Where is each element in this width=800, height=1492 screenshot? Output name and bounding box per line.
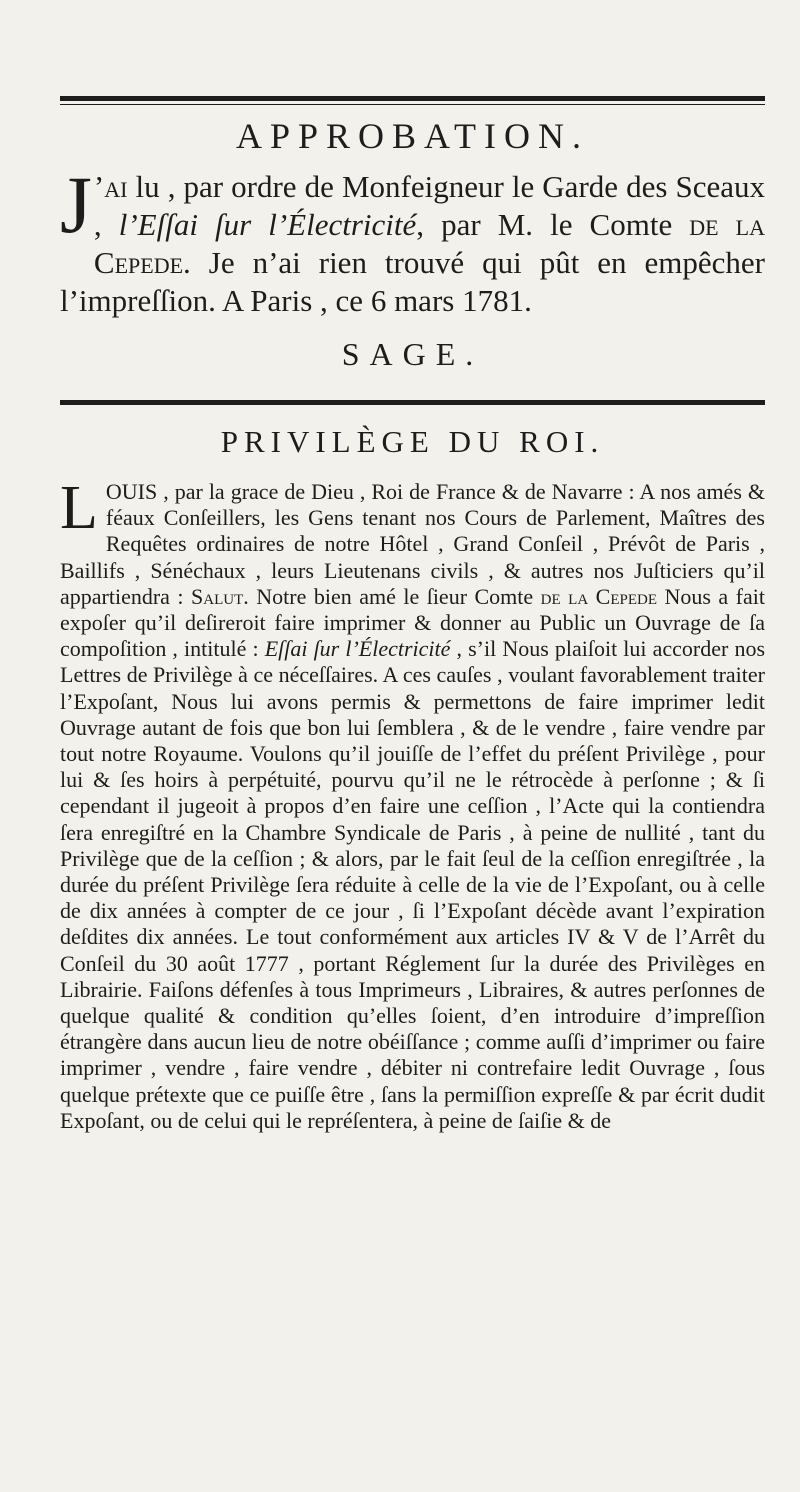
privilege-text-2: . Notre bien amé le ſieur Comte [243,583,541,609]
approbation-de-la: de la [689,207,765,242]
top-rule-thin [60,104,765,105]
privilege-text-3: Nous a fait expoſer qu’il deſireroit faire imprimer & donner au Public un Ouvrage de ſa compoſition , intitulé : [60,583,765,662]
approbation-work-title: l’Eſſai ſur l’Électricité [118,207,417,242]
privilege-dropcap: L [60,474,98,542]
approbation-paragraph [60,159,765,320]
privilege-text-4: , s’il Nous plaiſoit lui accorder nos Lettres de Privilège à ce néceſſaires. A ces cauſes , voulant favorablement traiter l’Expoſant, Nous lui avons permis & permettons de faire imprimer ledit Ouvrage autant de fois que bon lui ſemblera , & de le vendre , faire vendre par tout notre Royaume. Voulons qu’il jouiſſe de l’effet du préſent Privilège , pour lui & ſes hoirs à perpétuité, pourvu qu’il ne le rétrocède à perſonne ; & ſi cependant il jugeoit à propos d’en faire une ceſſion , l’Acte qui la contiendra ſera enregiſtré en la Chambre Syndicale de Paris , à peine de nullité , tant du Privilège que de la ceſſion ; & alors, par le fait ſeul de la ceſſion enregiſtrée , la durée du préſent Privilège ſera réduite à celle de la vie de l’Expoſant, ou à celle de dix années à compter de ce jour , ſi l’Expoſant décède avant l’expiration deſdites dix années. Le tout conformément aux articles IV & V de l’Arrêt du Conſeil du 30 août 1777 , portant Réglement ſur la durée des Privilèges en Librairie. Faiſons défenſes à tous Imprimeurs , Libraires, & autres perſonnes de quelque qualité & condition qu’elles ſoient, d’en introduire d’impreſſion étrangère dans aucun lieu de notre obéiſſance ; comme auſſi d’imprimer ou faire imprimer , vendre , faire vendre , débiter ni contrefaire ledit Ouvrage , ſous quelque prétexte que ce puiſſe être , ſans la permiſſion expreſſe & par écrit dudit Expoſant, ou de celui qui le repréſentera, à peine de ſaiſie & de [60,636,766,1133]
approbation-author-name: Cepede [93,245,184,280]
approbation-text-2: , par M. le Comte [416,207,690,242]
privilege-lead: OUIS [105,479,158,504]
privilege-work-title: Eſſai ſur l’Électricité [264,636,451,662]
approbation-text-3: . Je n’ai rien trouvé qui pût en empêcher l’impreſſion. A Paris , ce 6 mars 1781. [60,245,765,318]
top-rule-thick [60,96,765,101]
privilege-salut: Salut [191,583,244,609]
privilege-text-1: , par la grace de Dieu , Roi de France & de Navarre : A nos amés & féaux Conſeillers, les Gens tenant nos Cours de Parlement, Maîtres des Requêtes ordinaires de notre Hôtel , Grand Conſeil , Prévôt de Paris , Baillifs , Sénéchaux , leurs Lieutenans civils , & autres nos Juſticiers qu’il appartiendra : [60,479,765,609]
approbation-heading: APPROBATION. [235,116,590,156]
privilege-paragraph [60,474,766,1134]
approbation-text-1: lu , par ordre de Monfeigneur le Garde des Sceaux , [93,169,765,242]
document-page [60,0,765,1492]
privilege-de-la: de la [540,583,589,609]
approbation-signature: SAGE. [341,336,484,372]
approbation-lead: ’ai [93,169,128,204]
middle-rule [60,400,765,405]
privilege-heading: PRIVILÈGE DU ROI. [220,424,605,459]
approbation-dropcap: J [60,159,92,250]
privilege-author-name: Cepede [588,583,657,609]
